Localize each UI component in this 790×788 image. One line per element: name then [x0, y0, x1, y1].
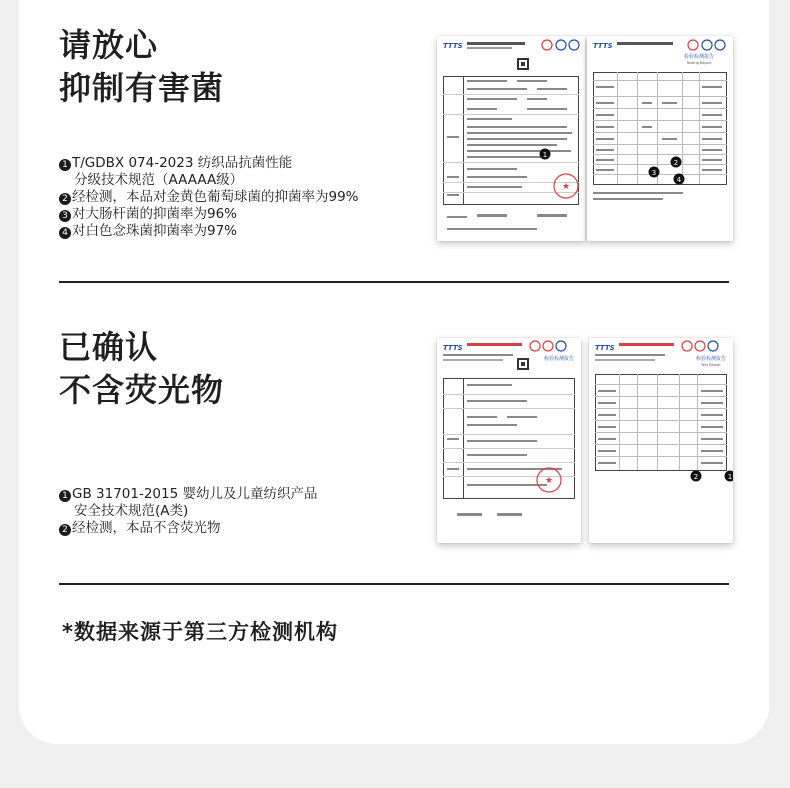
section2-title-line1: 已确认	[59, 328, 159, 366]
bullet-continuation: 安全技术规范(A类)	[74, 503, 189, 519]
report-logo: TTTS	[443, 42, 463, 50]
stamp-star-icon: ★	[544, 476, 554, 486]
number-badge-icon: 1	[59, 159, 71, 171]
report-subtitle: Test Report	[701, 363, 721, 367]
bullet-text: 对白色念珠菌抑菌率为97%	[72, 223, 238, 239]
test-report-image-1	[437, 36, 585, 241]
bullet-item	[59, 155, 359, 172]
data-source-footnote: *数据来源于第三方检测机构	[62, 620, 338, 644]
report-marker: 1	[727, 473, 733, 481]
report-marker: 3	[651, 169, 657, 177]
bullet-item	[59, 206, 359, 223]
content-card	[19, 0, 769, 744]
number-badge-icon: 1	[59, 490, 71, 502]
bullet-text: 经检测，本品不含荧光物	[72, 520, 221, 536]
stamp-star-icon: ★	[561, 182, 571, 192]
report-marker: 4	[676, 176, 682, 184]
bullet-text: 经检测，本品对金黄色葡萄球菌的抑菌率为99%	[72, 189, 359, 205]
section1-title-line1: 请放心	[59, 26, 159, 64]
report-logo: TTTS	[443, 344, 463, 352]
report-logo: TTTS	[593, 42, 613, 50]
number-badge-icon: 3	[59, 210, 71, 222]
test-report-image-4	[589, 338, 733, 543]
section-divider	[59, 583, 729, 585]
section1-title-line2: 抑制有害菌	[59, 69, 225, 107]
bullet-item	[59, 486, 317, 503]
report-title: 检验检测报告	[695, 356, 727, 362]
bullet-text: GB 31701-2015 婴幼儿及儿童纺织产品	[72, 486, 318, 502]
report-marker: 2	[693, 473, 699, 481]
section1-title	[59, 24, 224, 110]
number-badge-icon: 2	[59, 193, 71, 205]
section-divider	[59, 281, 729, 283]
bullet-item	[59, 189, 359, 206]
bullet-item	[59, 223, 359, 240]
section2-title	[59, 326, 224, 412]
test-report-image-2	[587, 36, 733, 241]
report-marker: 1	[542, 151, 548, 159]
test-report-image-3	[437, 338, 581, 543]
report-title: 检验检测报告	[543, 356, 575, 362]
report-title: 检验检测报告	[683, 54, 715, 60]
section2-title-line2: 不含荧光物	[59, 371, 225, 409]
report-marker: 2	[673, 159, 679, 167]
number-badge-icon: 2	[59, 524, 71, 536]
section1-bullet-list	[59, 155, 359, 240]
report-logo: TTTS	[595, 344, 615, 352]
bullet-text: T/GDBX 074-2023 纺织品抗菌性能	[72, 155, 293, 171]
report-subtitle: Testing Report	[686, 61, 712, 65]
number-badge-icon: 4	[59, 227, 71, 239]
bullet-continuation: 分级技术规范（AAAAA级）	[74, 172, 244, 188]
bullet-item	[59, 520, 317, 537]
section2-bullet-list	[59, 486, 317, 537]
bullet-text: 对大肠杆菌的抑菌率为96%	[72, 206, 238, 222]
